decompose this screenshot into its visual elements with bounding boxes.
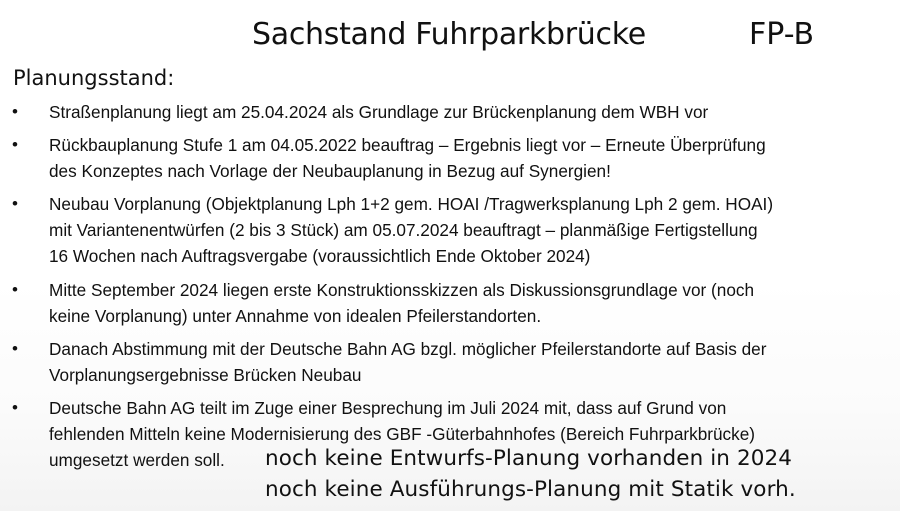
bullet-text-line: Neubau Vorplanung (Objektplanung Lph 1+2 gem. HOAI /Tragwerksplanung Lph 2 gem. HOAI) [49,194,774,215]
bullet-icon: • [12,135,18,155]
section-heading: Planungsstand: [13,66,175,90]
bullet-text-line: fehlenden Mitteln keine Modernisierung des GBF -Güterbahnhofes (Bereich Fuhrparkbrücke) [49,423,756,444]
bullet-text-line: Straßenplanung liegt am 25.04.2024 als Grundlage zur Brückenplanung dem WBH vor [49,102,709,122]
bullet-item [0,277,900,329]
bullet-text-line: mit Variantenentwürfen (2 bis 3 Stück) am 05.07.2024 beauftragt – planmäßige Fertigstellung [49,220,758,241]
bullet-text-line: Vorplanungsergebnisse Brücken Neubau [49,364,362,385]
bullet-list [0,99,900,480]
bullet-icon: • [12,102,18,121]
bullet-icon: • [12,279,18,299]
project-code: FP-B [749,17,815,52]
bullet-text-line: 16 Wochen nach Auftragsvergabe (voraussichtlich Ende Oktober 2024) [49,246,591,267]
bullet-icon: • [12,194,18,214]
bullet-text-line: Mitte September 2024 liegen erste Konstruktionsskizzen als Diskussionsgrundlage vor (noch [49,279,755,300]
bullet-text-line: Deutsche Bahn AG teilt im Zuge einer Besprechung im Juli 2024 mit, dass auf Grund von [49,397,727,418]
status-note: noch keine Entwurfs-Planung vorhanden in 2024 [265,446,793,471]
bullet-text-line: Rückbauplanung Stufe 1 am 04.05.2022 beauftrag – Ergebnis liegt vor – Erneute Überprüfung [49,135,766,156]
bullet-text-line: des Konzeptes nach Vorlage der Neubauplanung in Bezug auf Synergien! [49,161,611,182]
bullet-text-line: umgesetzt werden soll. [49,449,225,470]
status-note: noch keine Ausführungs-Planung mit Statik vorh. [265,477,796,502]
bullet-item [0,191,900,269]
bullet-item [0,132,900,184]
bullet-text-line: keine Vorplanung) unter Annahme von idealen Pfeilerstandorten. [49,305,542,326]
slide-title: Sachstand Fuhrparkbrücke [252,17,646,52]
bullet-item [0,99,900,125]
bullet-icon: • [12,338,18,358]
bullet-text-line: Danach Abstimmung mit der Deutsche Bahn AG bzgl. möglicher Pfeilerstandorte auf Basis der [49,338,767,359]
bullet-item [0,336,900,388]
bullet-icon: • [12,397,18,417]
